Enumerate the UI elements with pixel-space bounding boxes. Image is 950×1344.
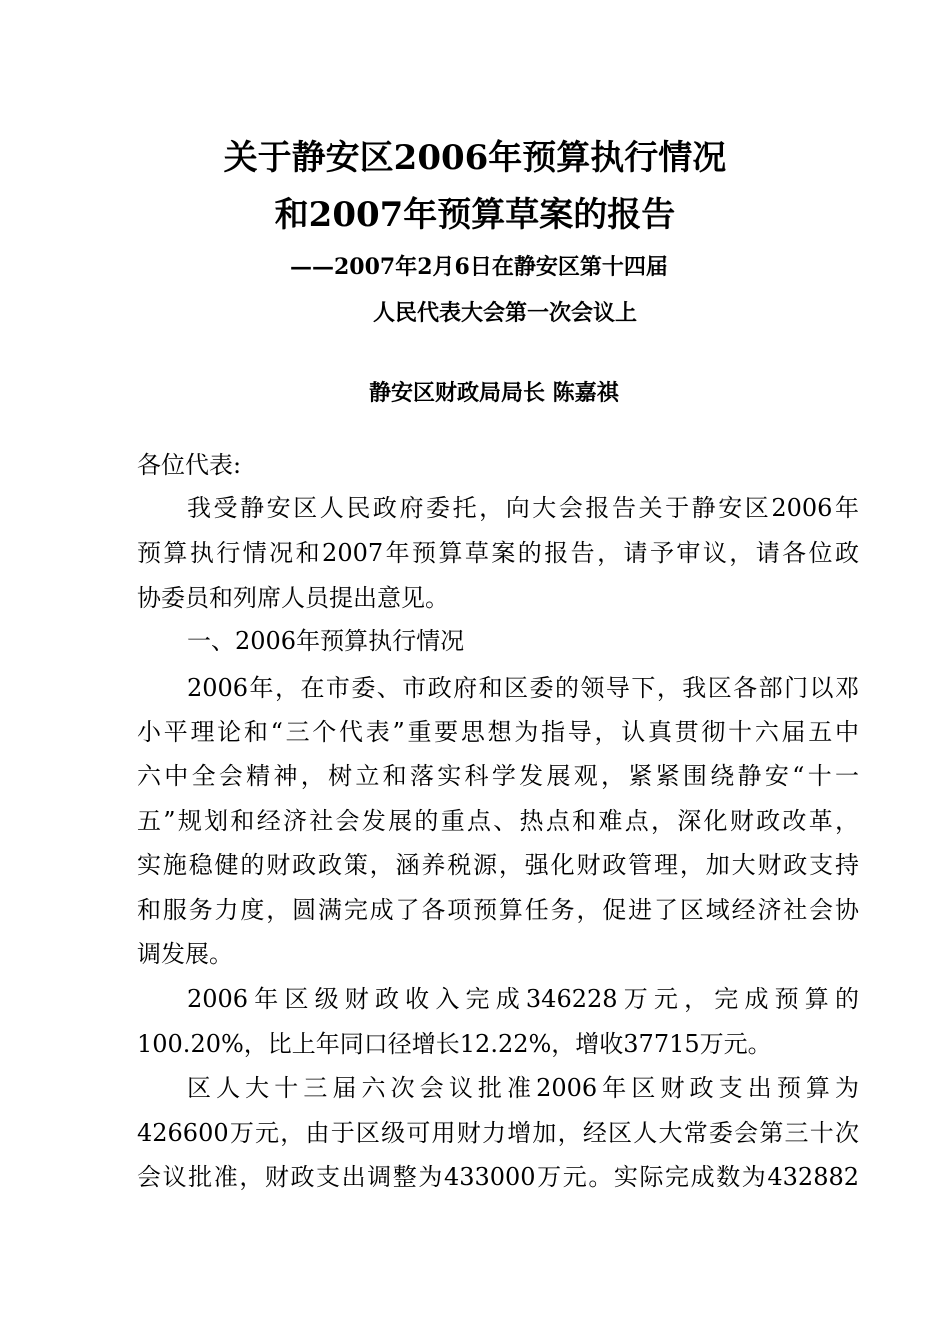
document-title-line-1: 关于静安区2006年预算执行情况 <box>223 138 727 178</box>
para1-line-3: 六中全会精神，树立和落实科学发展观，紧紧围绕静安“十一 <box>137 762 859 790</box>
para2-line-1: 2006年区级财政收入完成346228万元，完成预算的 <box>187 985 859 1013</box>
intro-line-1: 我受静安区人民政府委托，向大会报告关于静安区2006年 <box>187 494 859 522</box>
para3-line-2: 426600万元，由于区级可用财力增加，经区人大常委会第三十次 <box>137 1119 859 1147</box>
para2-line-2: 100.20%，比上年同口径增长12.22%，增收37715万元。 <box>137 1030 772 1058</box>
document-title-line-2: 和2007年预算草案的报告 <box>274 195 676 235</box>
para1-line-2: 小平理论和“三个代表”重要思想为指导，认真贯彻十六届五中 <box>137 718 859 746</box>
subtitle-line-2: 人民代表大会第一次会议上 <box>373 300 638 326</box>
para1-line-6: 和服务力度，圆满完成了各项预算任务，促进了区域经济社会协 <box>137 896 859 924</box>
section-1-heading: 一、2006年预算执行情况 <box>187 627 465 655</box>
para1-line-1: 2006年，在市委、市政府和区委的领导下，我区各部门以邓 <box>187 674 859 702</box>
para1-line-4: 五”规划和经济社会发展的重点、热点和难点，深化财政改革， <box>137 807 859 835</box>
para3-line-3: 会议批准，财政支出调整为433000万元。实际完成数为432882 <box>137 1163 859 1191</box>
para1-line-7: 调发展。 <box>137 940 233 968</box>
subtitle-line-1: ——2007年2月6日在静安区第十四届 <box>290 254 668 280</box>
intro-line-3: 协委员和列席人员提出意见。 <box>137 584 449 612</box>
para1-line-5: 实施稳健的财政政策，涵养税源，强化财政管理，加大财政支持 <box>137 851 859 879</box>
author-line: 静安区财政局局长 陈嘉祺 <box>369 380 619 406</box>
salutation: 各位代表: <box>137 451 242 479</box>
para3-line-1: 区人大十三届六次会议批准2006年区财政支出预算为 <box>187 1074 859 1102</box>
intro-line-2: 预算执行情况和2007年预算草案的报告，请予审议，请各位政 <box>137 539 859 567</box>
